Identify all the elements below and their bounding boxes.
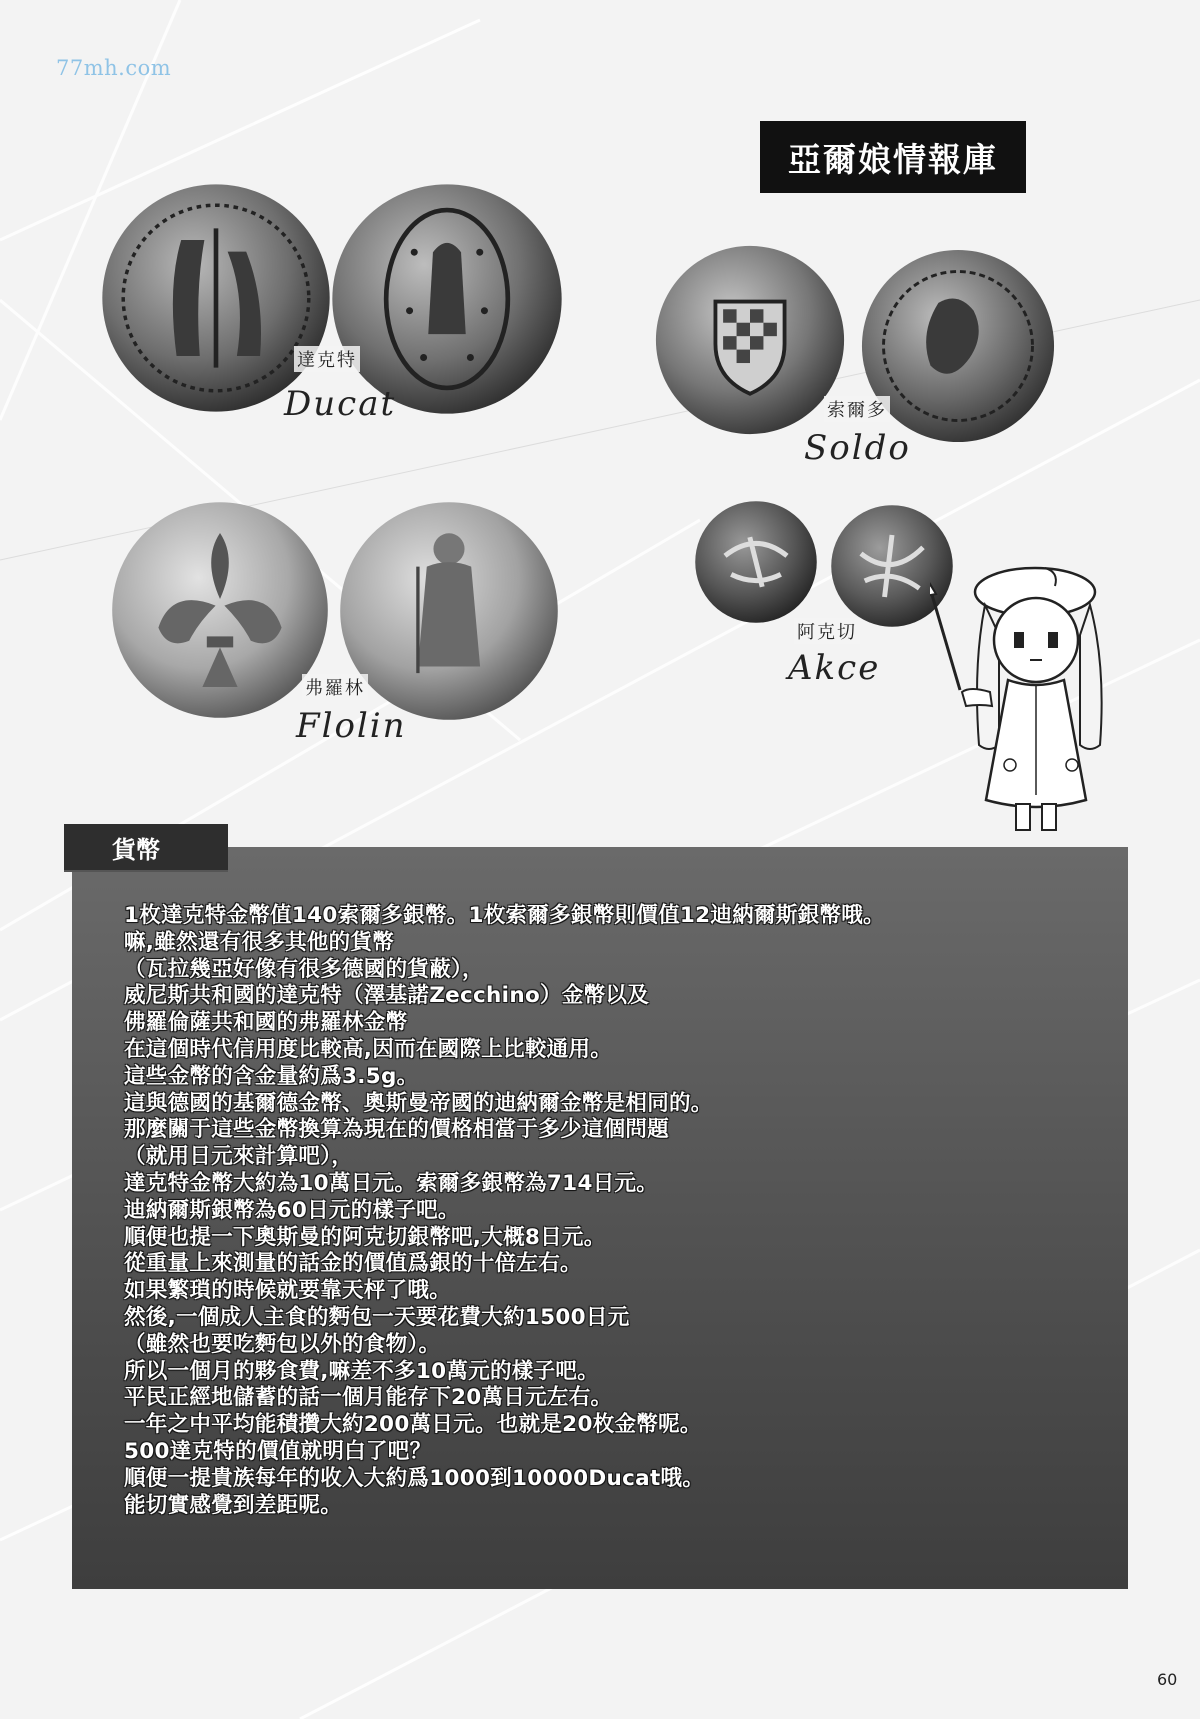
florin-latin-label: Flolin (296, 706, 407, 746)
body-line: 這些金幣的含金量約爲3.5g。 (124, 1063, 419, 1089)
body-line: 然後,一個成人主食的麪包一天要花費大約1500日元 (124, 1304, 630, 1330)
akce-latin-label: Akce (788, 648, 881, 688)
florin-cn-label: 弗羅林 (302, 674, 368, 700)
body-line: 威尼斯共和國的達克特（澤基諾Zecchino）金幣以及 (124, 983, 650, 1009)
body-line: 1枚達克特金幣值140索爾多銀幣。1枚索爾多銀幣則價值12迪納爾斯銀幣哦。 (124, 903, 885, 928)
body-line: （瓦拉幾亞好像有很多德國的貨蔽）， (124, 956, 484, 982)
body-line: 所以一個月的夥食費,嘛差不多10萬元的樣子吧。 (124, 1358, 599, 1384)
soldo-cn-label: 索爾多 (824, 396, 890, 422)
page-number: 60 (1157, 1670, 1178, 1689)
body-line: 嘛,雖然還有很多其他的貨幣 (124, 929, 395, 955)
section-title-tab: 貨幣 (64, 824, 228, 870)
body-line: （就用日元來計算吧）， (124, 1144, 354, 1170)
site-watermark: 77mh.com (56, 56, 172, 80)
body-line: 在這個時代信用度比較高,因而在國際上比較通用。 (124, 1036, 613, 1062)
body-line: 如果繁瑣的時候就要靠天枰了哦。 (124, 1278, 452, 1304)
chibi-character-illustration (930, 560, 1120, 850)
body-line: （雖然也要吃麪包以外的食物）。 (124, 1331, 441, 1357)
body-line: 順便也提一下奧斯曼的阿克切銀幣吧,大概8日元。 (124, 1224, 606, 1250)
body-line: 平民正經地儲蓄的話一個月能存下20萬日元左右。 (124, 1385, 613, 1411)
ducat-cn-label: 達克特 (294, 346, 360, 372)
body-line: 順便一提貴族每年的收入大約爲1000到10000Ducat哦。 (124, 1465, 705, 1491)
soldo-latin-label: Soldo (804, 428, 911, 468)
ducat-coin-obverse-image (100, 182, 332, 414)
body-line: 達克特金幣大約為10萬日元。索爾多銀幣為714日元。 (124, 1170, 659, 1196)
akce-coin-obverse-image (694, 500, 818, 624)
ducat-latin-label: Ducat (284, 384, 397, 424)
body-line: 那麼關于這些金幣換算為現在的價格相當于多少這個問題 (124, 1117, 670, 1143)
body-line: 這與德國的基爾德金幣、奧斯曼帝國的迪納爾金幣是相同的。 (124, 1090, 713, 1116)
akce-cn-label: 阿克切 (794, 618, 860, 644)
florin-coin-obverse-image (106, 500, 334, 720)
body-line: 500達克特的價值就明白了吧？ (124, 1438, 432, 1464)
ducat-coin-reverse-image (330, 182, 564, 416)
body-line: 從重量上來測量的話金的價值爲銀的十倍左右。 (124, 1251, 582, 1277)
body-line: 佛羅倫薩共和國的弗羅林金幣 (124, 1010, 408, 1036)
body-line: 能切實感覺到差距呢。 (124, 1492, 343, 1518)
currency-text-panel (72, 847, 1128, 1589)
info-box-title: 亞爾娘情報庫 (760, 121, 1026, 193)
florin-coin-reverse-image (338, 500, 560, 722)
body-line: 迪納爾斯銀幣為60日元的樣子吧。 (124, 1197, 460, 1223)
soldo-coin-obverse-image (654, 244, 846, 436)
body-line: 一年之中平均能積攢大約200萬日元。也就是20枚金幣呢。 (124, 1412, 702, 1438)
